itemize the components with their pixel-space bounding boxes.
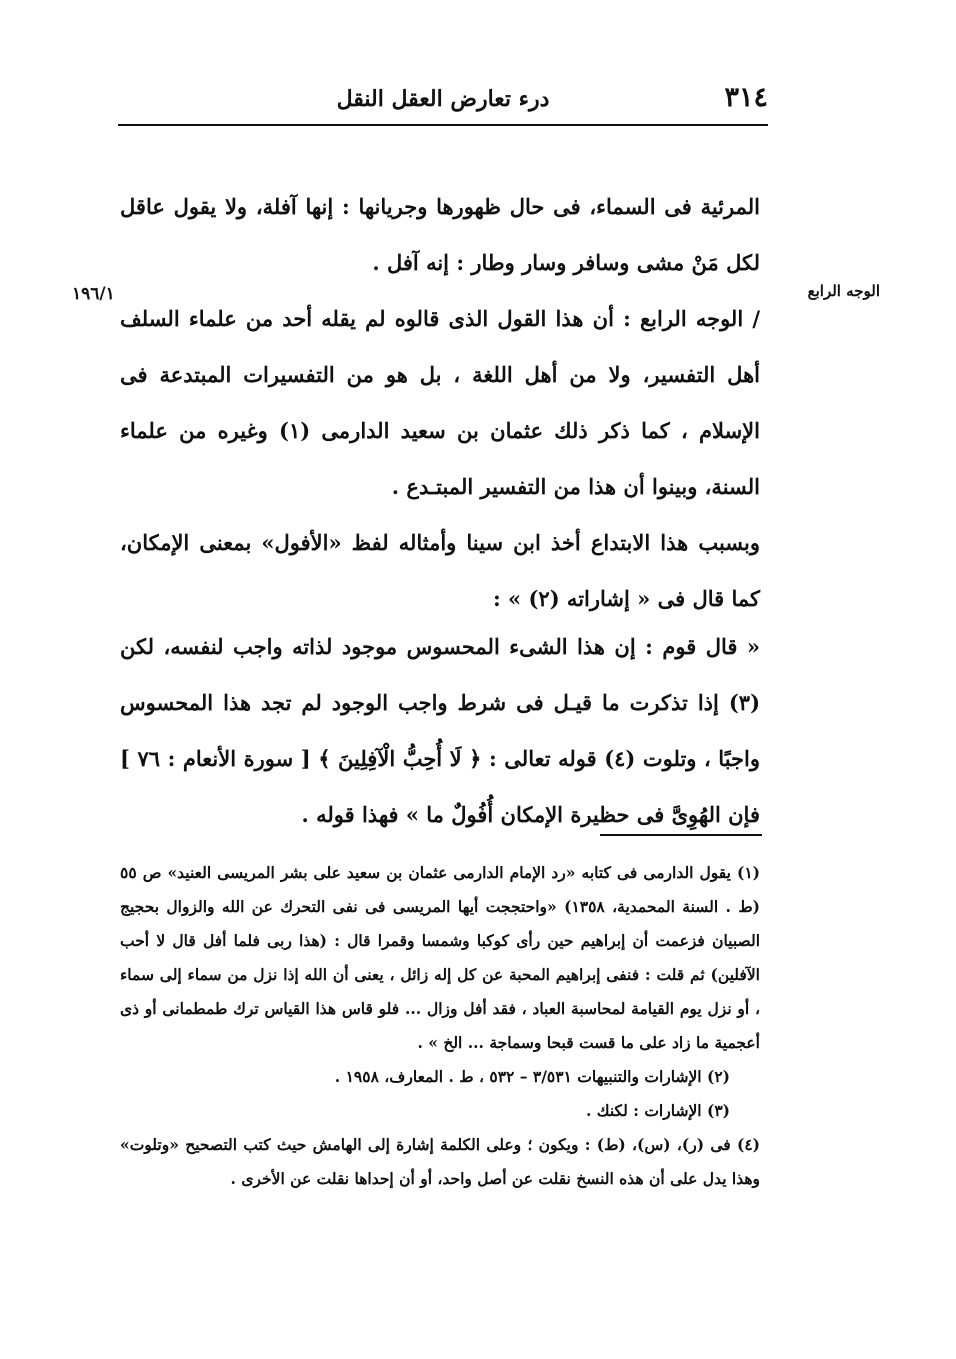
paragraph-4: « قال قوم : إن هذا الشىء المحسوس موجود لذاته واجب لنفسه، لكن (٣) إذا تذكرت ما قيـل فى شرط واجب الوجود لم تجد هذا المحسوس واجبًا ، وتلوت (٤) قوله تعالى : ﴿ لَا أُحِبُّ الْآفِلِينَ ﴾ [ سورة الأنعام : ٧٦ ] فإن الهُوِىَّ فى حظيرة الإمكان أُفُولٌ ما » فهذا قوله . — [120, 634, 760, 827]
footnote-3: (٣) الإشارات : لكنك . — [586, 1101, 730, 1120]
footnote-4: (٤) فى (ر)، (س)، (ط) : ويكون ؛ وعلى الكلمة إشارة إلى الهامش حيث كتب التصحيح «وتلوت» وهذا يدل على أن هذه النسخ نقلت عن أصل واحد، أو أن إحداها نقلت عن الأخرى . — [120, 1135, 760, 1188]
page-header — [118, 78, 768, 122]
paragraph-2: / الوجه الرابع : أن هذا القول الذى قالوه لم يقله أحد من علماء السلف أهل التفسير، ولا من أهل اللغة ، بل هو من التفسيرات المبتدعة فى الإسلام ، كما ذكر ذلك عثمان بن سعيد الدارمى (١) وغيره من علماء السنة، وبينوا أن هذا من التفسير المبتـدع . — [120, 306, 760, 499]
footnote-1: (١) يقول الدارمى فى كتابه «رد الإمام الدارمى عثمان بن سعيد على بشر المريسى العنيد» ص ٥٥ (ط . السنة المحمدية، ١٣٥٨) «واحتججت أيها المريسى فى نفى التحرك عن الله والزوال بحجيج الصبيان فزعمت أن إبراهيم حين رأى كوكبا وشمسا وقمرا قال : (هذا ربى فلما أفل قال لا أحب الآفلين) ثم قلت : فنفى إبراهيم المحبة عن كل إله زائل ، يعنى أن الله إذا نزل من سماء إلى سماء ، أو نزل يوم القيامة لمحاسبة العباد ، فقد أفل وزال ... فلو قاس هذا القياس ترك طمطمانى أو ذى أعجمية ما زاد على ما قست قبحا وسماجة ... الخ » . — [120, 863, 760, 1052]
paragraph-3: وبسبب هذا الابتداع أخذ ابن سينا وأمثاله لفظ «الأفول» بمعنى الإمكان، كما قال فى « إشاراته (٢) » : — [120, 530, 760, 611]
paragraph-1: المرئية فى السماء، فى حال ظهورها وجريانها : إنها آفلة، ولا يقول عاقل لكل مَنْ مشى وسافر وسار وطار : إنه آفل . — [120, 194, 760, 275]
margin-volume-reference: ١٩٦/١ — [72, 284, 115, 304]
page-number: ٣١٤ — [724, 82, 768, 113]
footnotes — [120, 856, 760, 1196]
running-title: درء تعارض العقل النقل — [336, 86, 550, 112]
footnote-2: (٢) الإشارات والتنبيهات ٣/٥٣١ – ٥٣٢ ، ط . المعارف، ١٩٥٨ . — [334, 1067, 730, 1086]
footnote-separator — [600, 834, 762, 836]
header-rule — [118, 124, 768, 126]
margin-side-heading: الوجه الرابع — [807, 282, 880, 300]
